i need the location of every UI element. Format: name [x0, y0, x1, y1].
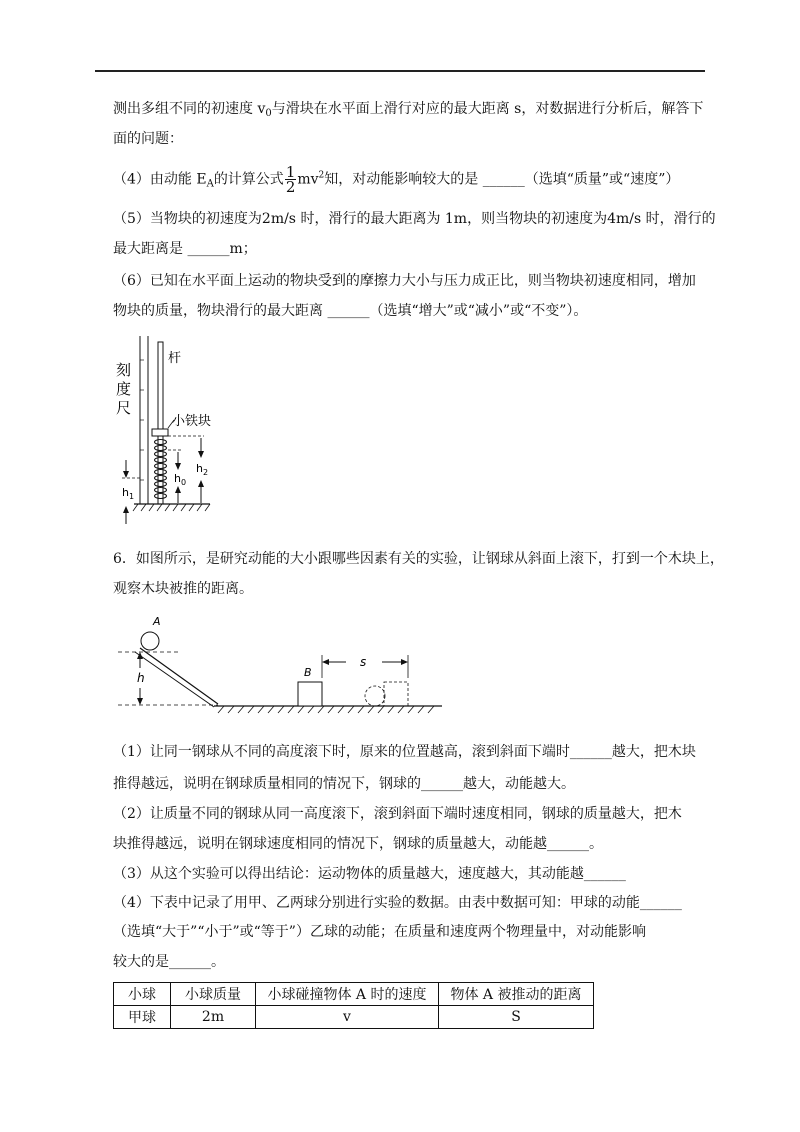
- question-5-line-2: 最大距离是 ______m；: [113, 241, 257, 257]
- question-4: （4）由动能 $E_A$的计算公式 $\frac{1}{2}$ $mv^2$知，对动能影响较大的是 ______（选填“质量”或“速度”）: [113, 163, 680, 196]
- table-header: 小球碰撞物体 A 时的速度: [256, 983, 439, 1006]
- experiment-q1-line-1: （1）让同一钢球从不同的高度滚下时，原来的位置越高，滚到斜面下端时______越大，把木块: [113, 744, 696, 760]
- ball-label: A: [153, 615, 161, 628]
- table-header: 小球: [114, 983, 171, 1006]
- rod-label: 杆: [168, 351, 182, 366]
- intro-line-2: 面的问题：: [113, 131, 183, 147]
- ruler-spring-figure: [110, 330, 220, 530]
- question-6-line-2: 物块的质量，物块滑行的最大距离 ______（选填“增大”或“减小”或“不变”）。: [113, 303, 588, 319]
- intro-line-1: 测出多组不同的初速度 $v_0$与滑块在水平面上滑行对应的最大距离 s，对数据进行分析后，解答下: [113, 101, 704, 119]
- experiment-q4-line-2: （选填“大于”“小于”或“等于”）乙球的动能；在质量和速度两个物理量中，对动能影响: [113, 924, 646, 940]
- table-cell: 甲球: [114, 1006, 171, 1029]
- distance-label: s: [360, 655, 367, 669]
- incline-ball-figure: [110, 612, 450, 722]
- h2-label: $h_2$: [196, 462, 209, 477]
- table-cell: 2m: [171, 1006, 256, 1029]
- experiment-q2-line-1: （2）让质量不同的钢球从同一高度滚下，滚到斜面下端时速度相同，钢球的质量越大，把木: [113, 806, 682, 822]
- block-label: 小铁块: [172, 414, 212, 429]
- fraction-one-half: $\frac{1}{2}$: [285, 163, 296, 196]
- experiment-q2-line-2: 块推得越远，说明在钢球速度相同的情况下，钢球的质量越大，动能越______。: [113, 836, 603, 852]
- experiment-q4-line-3: 较大的是______。: [113, 954, 225, 970]
- table-row: [114, 1006, 594, 1029]
- experiment-q1-line-2: 推得越远，说明在钢球质量相同的情况下，钢球的______越大，动能越大。: [113, 776, 575, 792]
- table-cell: S: [439, 1006, 594, 1029]
- ruler-label-3: 尺: [116, 399, 132, 417]
- table-header: 物体 A 被推动的距离: [439, 983, 594, 1006]
- table-cell: v: [256, 1006, 439, 1029]
- data-table: [113, 982, 594, 1029]
- h1-label: $h_1$: [122, 486, 135, 501]
- height-label: h: [137, 671, 145, 685]
- h0-label: $h_0$: [174, 472, 187, 487]
- problem-6-line-1: 6．如图所示，是研究动能的大小跟哪些因素有关的实验，让钢球从斜面上滚下，打到一个木块上，: [113, 551, 724, 567]
- ruler-label-1: 刻: [116, 361, 132, 379]
- block-b-label: B: [304, 666, 312, 679]
- ruler-label-2: 度: [116, 380, 132, 398]
- table-header: 小球质量: [171, 983, 256, 1006]
- question-6-line-1: （6）已知在水平面上运动的物块受到的摩擦力大小与压力成正比，则当物块初速度相同，增加: [113, 273, 696, 289]
- header-rule: [95, 70, 705, 72]
- question-5-line-1: （5）当物块的初速度为2m/s 时，滑行的最大距离为 1m，则当物块的初速度为4m/s 时，滑行的: [113, 211, 716, 227]
- table-header-row: [114, 983, 594, 1006]
- problem-6-line-2: 观察木块被推的距离。: [113, 581, 253, 597]
- experiment-q3: （3）从这个实验可以得出结论：运动物体的质量越大，速度越大，其动能越______: [113, 866, 626, 882]
- experiment-q4-line-1: （4）下表中记录了用甲、乙两球分别进行实验的数据。由表中数据可知：甲球的动能______: [113, 895, 682, 911]
